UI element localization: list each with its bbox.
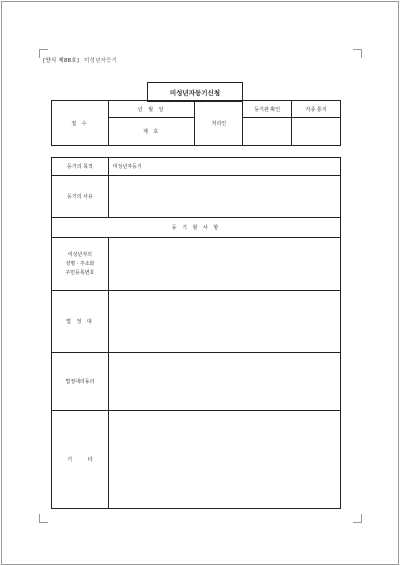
minor-label-line-3: 주민등록번호 — [65, 269, 95, 276]
processor-label: 처리인 — [195, 101, 243, 146]
application-table — [51, 157, 341, 509]
form-header — [43, 56, 117, 64]
reception-label: 접 수 — [52, 101, 109, 146]
purpose-value[interactable]: 미성년자등기 — [108, 158, 340, 176]
guardian-field[interactable] — [108, 291, 340, 353]
other-field[interactable] — [108, 411, 340, 509]
reception-date-label: 년 월 일 — [108, 101, 195, 118]
crop-mark-top-right — [353, 49, 362, 58]
guardian-label: 법 정 대 — [52, 291, 109, 353]
minor-info-label — [52, 238, 109, 291]
form-page — [1, 1, 399, 565]
other-label-text: 기 타 — [67, 457, 93, 463]
section-header: 등 기 할 사 항 — [52, 218, 341, 238]
notice-label: 각종 통지 — [292, 101, 341, 118]
crop-mark-bottom-right — [353, 514, 362, 523]
form-title: 미성년자등기신청 — [147, 82, 243, 102]
consent-field[interactable] — [108, 353, 340, 411]
consent-label: 법정대리동의 — [52, 353, 109, 411]
cause-label: 등기의 사유 — [52, 176, 109, 218]
form-number: [양식 제88호] — [43, 58, 80, 64]
minor-label-line-1: 미성년자의 — [67, 251, 92, 258]
purpose-label: 등기의 목적 — [52, 158, 109, 176]
form-name: 미성년자등기 — [84, 58, 118, 64]
registrar-check-field[interactable] — [243, 118, 292, 146]
crop-mark-bottom-left — [39, 514, 48, 523]
minor-info-field[interactable] — [108, 238, 340, 291]
other-label — [52, 411, 109, 509]
reception-table — [51, 100, 341, 146]
registrar-check-label: 등기관 확인 — [243, 101, 292, 118]
cause-field[interactable] — [108, 176, 340, 218]
reception-number-label[interactable]: 제 호 — [108, 118, 195, 146]
notice-field[interactable] — [292, 118, 341, 146]
minor-label-line-2: 성명 · 주소와 — [65, 260, 95, 267]
